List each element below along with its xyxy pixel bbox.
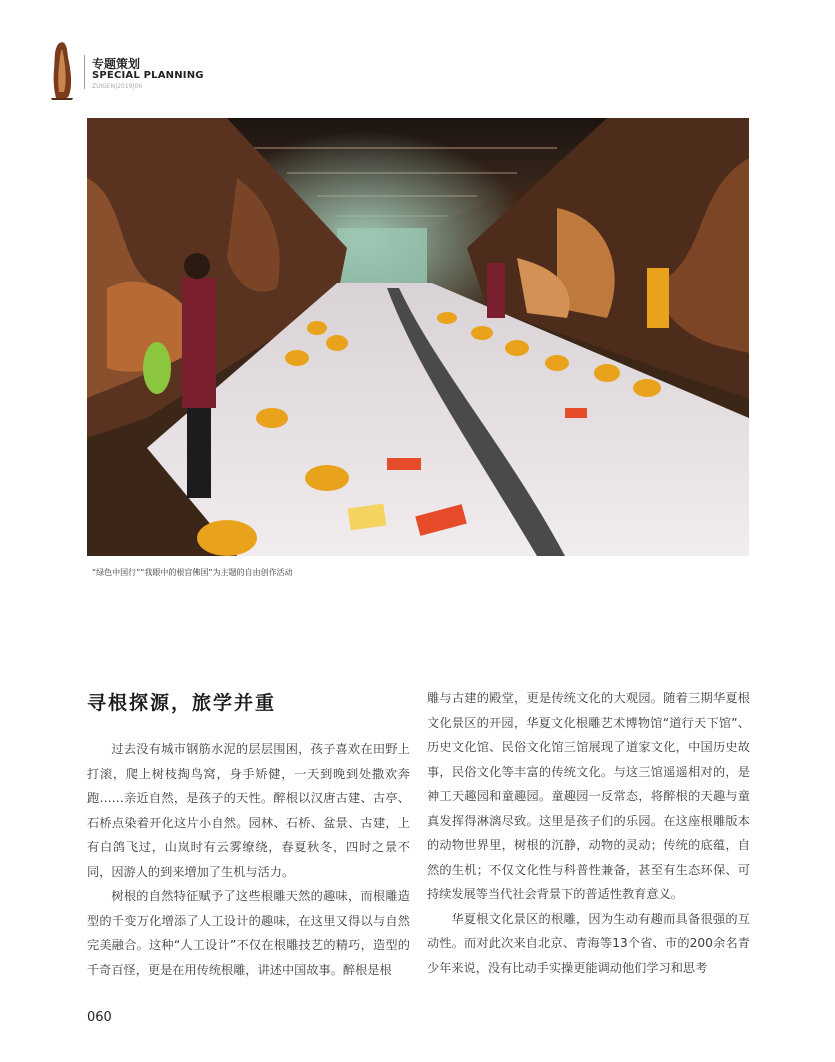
paragraph: 过去没有城市钢筋水泥的层层围困，孩子喜欢在田野上打滚，爬上树枝掏鸟窝，身手矫健，一天到晚到处撒欢奔跑……亲近自然，是孩子的天性。醉根以汉唐古建、古亭、石桥点染着开化这片小自然。园林、石桥、盆景、古建，上有白鸽飞过，山岚时有云雾缭绕，春夏秋冬，四时之景不同，因游人的到来增加了生机与活力。 (87, 742, 410, 879)
root-carving-logo-icon (48, 40, 76, 100)
paragraph: 雕与古建的殿堂，更是传统文化的大观园。随着三期华夏根文化景区的开园，华夏文化根雕艺术博物馆“道行天下馆”、历史文化馆、民俗文化馆三馆展现了道家文化，中国历史故事，民俗文化等丰富的传统文化。与这三馆遥遥相对的，是神工天趣园和童趣园。童趣园一反常态，将醉根的天趣与童真发挥得淋漓尽致。这里是孩子们的乐园。在这座根雕版本的动物世界里，树根的沉静，动物的灵动；传统的底蕴，自然的生机；不仅文化性与科普性兼备，甚至有生态环保、可持续发展等当代社会背景下的普适性教育意义。 (427, 691, 750, 901)
section-title-english: SPECIAL PLANNING (92, 70, 204, 81)
photo-caption: “绿色中国行”“我眼中的根宫佛国”为主题的自由创作活动 (92, 568, 293, 577)
article-heading: 寻根探源，旅学并重 (87, 692, 277, 714)
section-title: 专题策划 (92, 57, 141, 71)
hall-activity-photo (87, 118, 749, 556)
issue-label: ZUIGEN|2019|06 (92, 83, 143, 90)
header-divider (84, 55, 85, 89)
page-number: 060 (87, 1010, 112, 1025)
article-column-right (427, 686, 750, 980)
paragraph: 华夏根文化景区的根雕，因为生动有趣而具备很强的互动性。而对此次来自北京、青海等13个省、市的200余名青少年来说，没有比动手实操更能调动他们学习和思考 (427, 911, 750, 975)
paragraph: 树根的自然特征赋予了这些根雕天然的趣味，而根雕造型的千变万化增添了人工设计的趣味，在这里又得以与自然完美融合。这种“人工设计”不仅在根雕技艺的精巧，造型的千奇百怪，更是在用传统根雕，讲述中国故事。醉根是根 (87, 889, 410, 977)
article-column-left (87, 737, 410, 982)
